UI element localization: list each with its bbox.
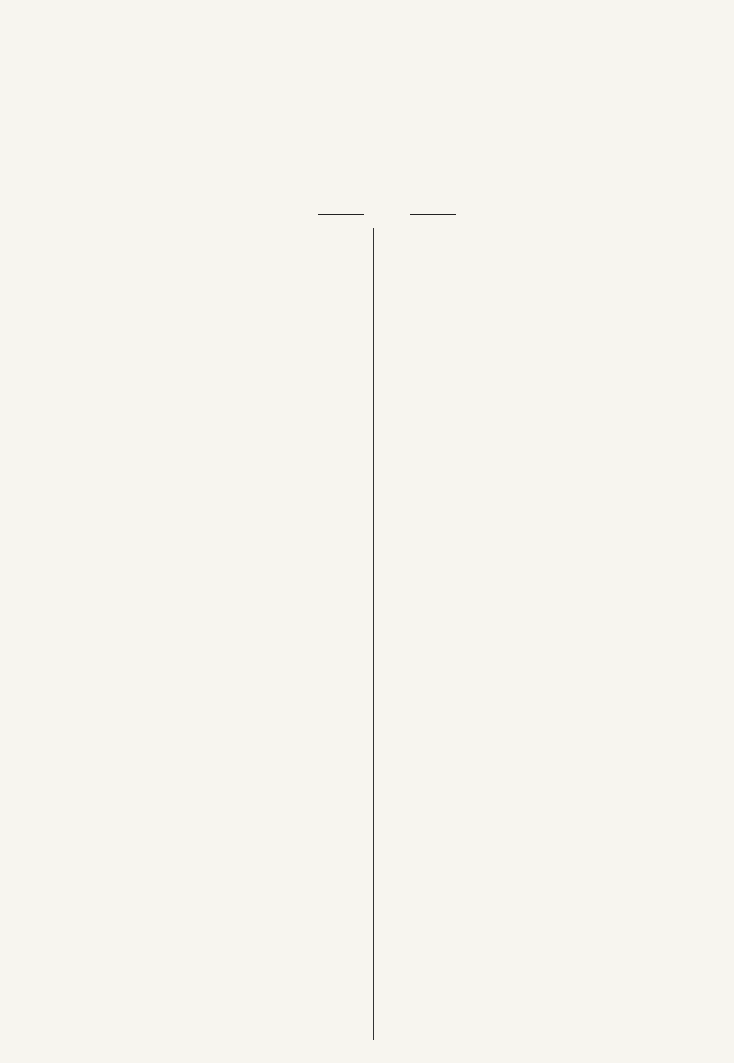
left-column (40, 230, 358, 244)
column-rule-left (318, 214, 364, 215)
column-divider (373, 228, 374, 1040)
right-column (380, 230, 688, 244)
seite-label (380, 230, 688, 244)
seite-label (40, 230, 358, 244)
page-header (0, 18, 734, 42)
column-rule-right (410, 214, 456, 215)
